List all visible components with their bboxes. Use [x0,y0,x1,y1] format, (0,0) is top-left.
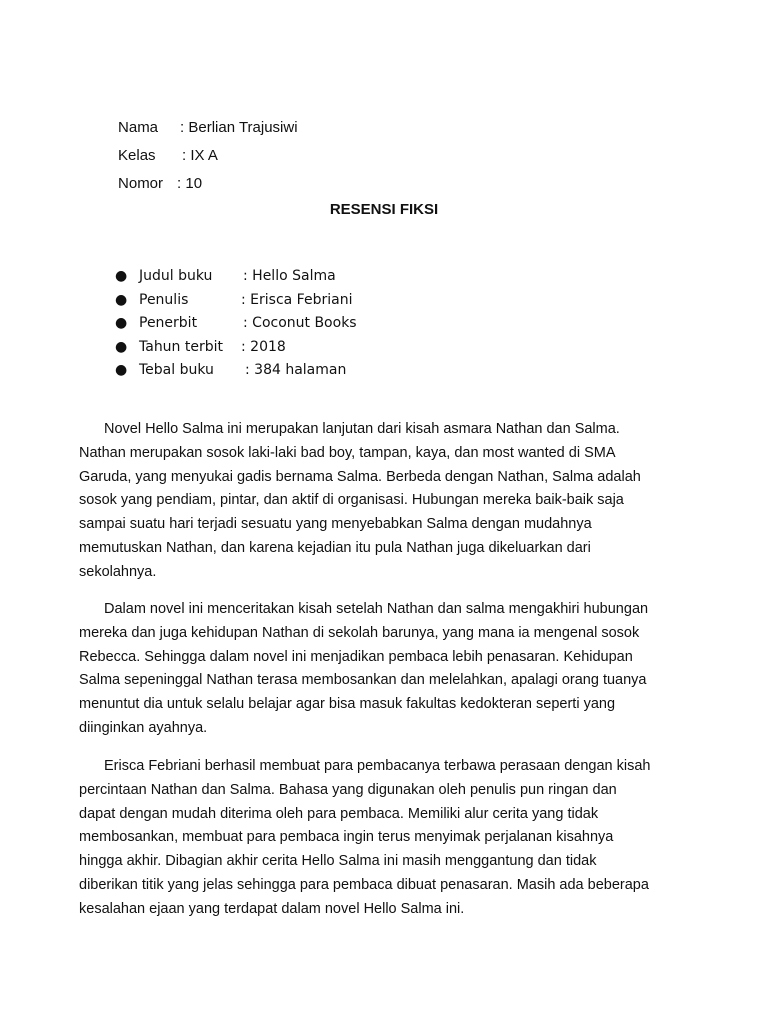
book-detail-value: : Hello Salma [243,268,336,284]
book-detail-label: Tebal buku [139,362,214,378]
book-detail-value: : Erisca Febriani [241,291,353,308]
review-paragraph-1 [79,418,695,585]
nama-label: Nama [118,119,159,136]
book-detail-value: : Coconut Books [243,315,357,331]
kelas-label: Kelas [118,147,156,164]
bullet-icon: ● [115,315,128,331]
paragraph-line: Novel Hello Salma ini merupakan lanjutan dari kisah asmara Nathan dan Salma. [104,421,620,437]
book-detail-label: Tahun terbit [139,338,224,355]
paragraph-line: diberikan titik yang jelas sehingga para pembaca dibuat penasaran. Masih ada beberapa [79,876,649,893]
paragraph-line: diinginkan ayahnya. [79,719,208,736]
paragraph-line: sampai suatu hari terjadi sesuatu yang menyebabkan Salma dengan mudahnya [79,516,592,533]
identity-nama-row [93,86,298,136]
paragraph-line: kesalahan ejaan yang terdapat dalam novel Hello Salma ini. [79,900,465,917]
bullet-icon: ● [115,268,128,284]
bullet-icon: ● [115,291,128,308]
paragraph-line: Rebecca. Sehingga dalam novel ini menjadikan pembaca lebih penasaran. Kehidupan [79,648,633,665]
paragraph-line: Dalam novel ini menceritakan kisah setelah Nathan dan salma mengakhiri hubungan [104,601,649,617]
paragraph-line: Erisca Febriani berhasil membuat para pembacanya terbawa perasaan dengan kisah [104,758,651,774]
paragraph-line: Salma sepeninggal Nathan terasa membosankan dan melelahkan, apalagi orang tuanya [79,672,647,689]
review-paragraph-3 [79,755,695,922]
paragraph-line: mereka dan juga kehidupan Nathan di sekolah barunya, yang mana ia mengenal sosok [79,624,640,641]
paragraph-line: sosok yang pendiam, pintar, dan aktif di organisasi. Hubungan mereka baik-baik saja [79,492,624,509]
paragraph-line: membosankan, membuat para pembaca ingin terus menyimak perjalanan kisahnya [79,829,614,846]
student-identity [93,86,298,192]
nomor-label: Nomor [118,175,164,192]
paragraph-line: Nathan merupakan sosok laki-laki bad boy, tampan, kaya, dan most wanted di SMA [79,444,616,461]
paragraph-line: dapat dengan mudah diterima oleh para pembaca. Memiliki alur cerita yang tidak [79,805,599,822]
book-detail-value: : 384 halaman [245,362,347,378]
bullet-icon: ● [115,362,128,378]
paragraph-line: hingga akhir. Dibagian akhir cerita Hello Salma ini masih menggantung dan tidak [79,853,597,870]
paragraph-line: percintaan Nathan dan Salma. Bahasa yang digunakan oleh penulis pun ringan dan [79,781,617,798]
nomor-value: : 10 [177,175,203,192]
book-detail-label: Penerbit [139,315,198,331]
book-detail-label: Penulis [139,291,189,308]
paragraph-line: menuntut dia untuk selalu belajar agar bisa masuk fakultas kedokteran seperti yang [79,696,616,713]
review-paragraph-2 [79,598,695,741]
paragraph-line: memutuskan Nathan, dan karena kejadian itu pula Nathan juga dikeluarkan dari [79,539,591,556]
paragraph-line: Garuda, yang menyukai gadis bernama Salma. Berbeda dengan Nathan, Salma adalah [79,468,641,485]
bullet-icon: ● [115,338,128,355]
paragraph-line: sekolahnya. [79,563,157,580]
book-detail-value: : 2018 [241,338,286,355]
page-title: RESENSI FIKSI [329,201,439,218]
book-detail-label: Judul buku [139,268,213,284]
kelas-value: : IX A [182,147,218,164]
nama-value: : Berlian Trajusiwi [180,119,298,136]
